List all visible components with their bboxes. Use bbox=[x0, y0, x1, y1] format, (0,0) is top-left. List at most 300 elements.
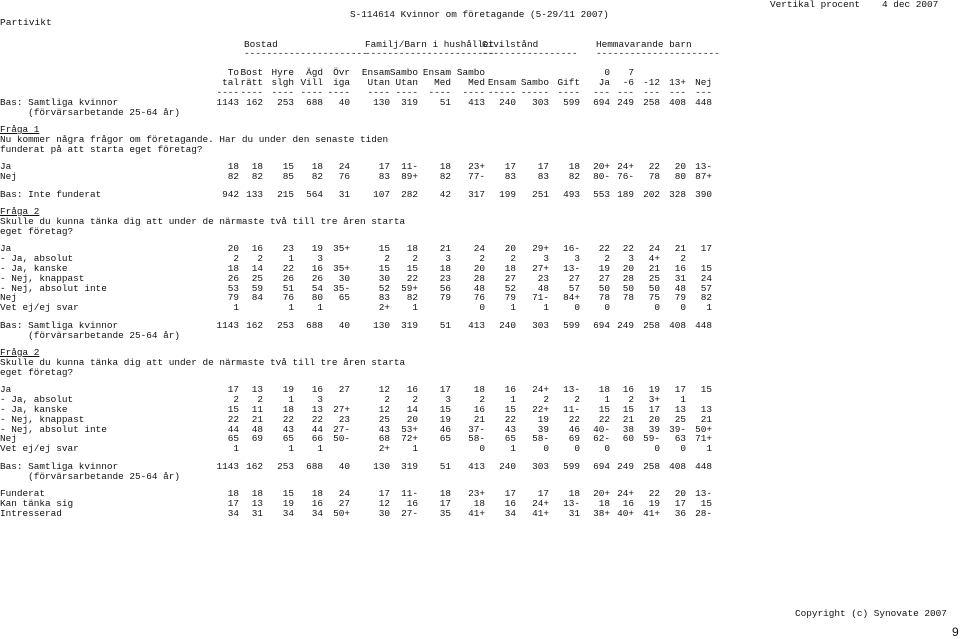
table-cell: 31 bbox=[251, 507, 263, 519]
table-cell: 19 bbox=[439, 413, 451, 425]
table-cell: 413 bbox=[468, 97, 485, 108]
table-cell: 38 bbox=[622, 423, 634, 435]
table-cell: 20 bbox=[227, 242, 239, 254]
table-cell: 240 bbox=[499, 319, 516, 331]
table-cell: 2 bbox=[510, 252, 516, 264]
col-header-top-12: 0 bbox=[604, 67, 610, 78]
table-cell: 16 bbox=[674, 262, 686, 274]
table-cell: 48 bbox=[537, 282, 549, 294]
table-cell: 21 bbox=[622, 413, 634, 425]
table-cell: 85 bbox=[282, 171, 294, 183]
table-cell: 15 bbox=[378, 242, 390, 254]
table-cell: 35+ bbox=[333, 242, 350, 254]
table-cell: 80- bbox=[593, 171, 610, 183]
report-left-title: Partivikt bbox=[0, 17, 52, 28]
table-cell: 31 bbox=[568, 507, 580, 519]
table-cell: 21 bbox=[473, 413, 485, 425]
col-header-dash-8: ---- bbox=[462, 87, 485, 98]
table-cell: 3 bbox=[317, 252, 323, 264]
table-cell: 107 bbox=[373, 188, 390, 200]
table-cell: 22 bbox=[622, 242, 634, 254]
table-cell: 76 bbox=[473, 292, 485, 304]
col-header-bottom-3: Vill bbox=[300, 77, 323, 88]
table-cell: 13- bbox=[695, 161, 712, 173]
table-cell: 2 bbox=[543, 393, 549, 405]
table-cell: 15 bbox=[227, 403, 239, 415]
table-cell: 688 bbox=[306, 319, 323, 331]
table-cell: 21 bbox=[439, 242, 451, 254]
table-cell: 0 bbox=[479, 302, 485, 314]
table-cell: 25 bbox=[674, 413, 686, 425]
table-cell: 2 bbox=[479, 393, 485, 405]
question-number: Fråga 2 bbox=[0, 346, 40, 358]
table-cell: 80 bbox=[674, 171, 686, 183]
table-cell: 30 bbox=[378, 507, 390, 519]
table-cell: 34 bbox=[504, 507, 516, 519]
table-cell: 15 bbox=[282, 161, 294, 173]
table-cell: 599 bbox=[563, 319, 580, 331]
table-cell: 448 bbox=[695, 460, 712, 472]
table-cell: 24 bbox=[700, 272, 712, 284]
table-cell: 2 bbox=[384, 252, 390, 264]
col-header-bottom-9: Ensam bbox=[487, 77, 516, 88]
table-cell: 24+ bbox=[532, 497, 549, 509]
table-cell: 2 bbox=[257, 393, 263, 405]
table-cell: 13- bbox=[563, 383, 580, 395]
row-label: Kan tänka sig bbox=[0, 497, 74, 509]
col-header-top-0: To bbox=[227, 67, 239, 78]
table-cell: 82 bbox=[227, 171, 239, 183]
table-cell: 17 bbox=[674, 497, 686, 509]
table-cell: 11- bbox=[401, 161, 418, 173]
table-cell: 253 bbox=[277, 319, 294, 331]
table-cell: 258 bbox=[643, 97, 660, 108]
table-cell: 16 bbox=[311, 262, 323, 274]
table-cell: 19 bbox=[598, 262, 610, 274]
question-number: Fråga 1 bbox=[0, 124, 40, 136]
group-header-1: Familj/Barn i hushållet bbox=[365, 39, 495, 50]
table-cell: 58- bbox=[532, 433, 549, 445]
row-label: Vet ej/ej svar bbox=[0, 443, 79, 455]
table-cell: 24 bbox=[338, 161, 350, 173]
table-cell: 26 bbox=[311, 272, 323, 284]
table-cell: 43 bbox=[282, 423, 294, 435]
page-number: 9 bbox=[952, 625, 959, 639]
row-label: Ja bbox=[0, 161, 12, 173]
table-cell: 57 bbox=[700, 282, 712, 294]
question-text: (förvärsarbetande 25-64 år) bbox=[0, 106, 181, 118]
table-cell: 1 bbox=[317, 443, 323, 455]
table-cell: 35- bbox=[333, 282, 350, 294]
table-cell: 18 bbox=[311, 161, 323, 173]
table-cell: 26 bbox=[282, 272, 294, 284]
table-cell: 62- bbox=[593, 433, 610, 445]
table-cell: 30 bbox=[378, 272, 390, 284]
table-cell: 23 bbox=[338, 413, 350, 425]
table-cell: 72+ bbox=[401, 433, 418, 445]
table-cell: 40 bbox=[338, 460, 350, 472]
table-cell: 79 bbox=[439, 292, 451, 304]
table-cell: 27+ bbox=[333, 403, 350, 415]
table-cell: 18 bbox=[282, 403, 294, 415]
table-cell: 42 bbox=[439, 188, 451, 200]
table-cell: 27- bbox=[333, 423, 350, 435]
table-cell: 1 bbox=[510, 302, 516, 314]
table-cell: 52 bbox=[378, 282, 390, 294]
col-header-dash-6: ---- bbox=[395, 87, 418, 98]
table-cell: 1 bbox=[543, 302, 549, 314]
report-title: S-114614 Kvinnor om företagande (5-29/11 2007) bbox=[350, 9, 609, 20]
row-label: Bas: Samtliga kvinnor bbox=[0, 97, 119, 108]
table-cell: 21 bbox=[674, 242, 686, 254]
table-cell: 13 bbox=[311, 403, 323, 415]
table-cell: 65 bbox=[282, 433, 294, 445]
table-cell: 18 bbox=[227, 161, 239, 173]
table-cell: 27+ bbox=[532, 262, 549, 274]
table-cell: 688 bbox=[306, 460, 323, 472]
table-cell: 0 bbox=[604, 302, 610, 314]
table-cell: 15 bbox=[700, 262, 712, 274]
table-cell: 22 bbox=[568, 413, 580, 425]
table-cell: 18 bbox=[598, 497, 610, 509]
table-cell: 82 bbox=[406, 292, 418, 304]
col-header-bottom-8: Med bbox=[468, 77, 485, 88]
table-cell: 18 bbox=[311, 487, 323, 499]
table-cell: 694 bbox=[593, 460, 610, 472]
table-cell: 17 bbox=[504, 161, 516, 173]
table-cell: 22 bbox=[311, 413, 323, 425]
table-cell: 83 bbox=[537, 171, 549, 183]
question-text: Nu kommer några frågor om företagande. Har du under den senaste tiden bbox=[0, 134, 389, 146]
table-cell: 18 bbox=[473, 383, 485, 395]
table-cell: 2+ bbox=[378, 302, 390, 314]
table-cell: 2 bbox=[257, 252, 263, 264]
table-cell: 48 bbox=[473, 282, 485, 294]
table-cell: 13 bbox=[700, 403, 712, 415]
table-cell: 17 bbox=[439, 383, 451, 395]
table-cell: 303 bbox=[532, 460, 549, 472]
table-cell: 51 bbox=[282, 282, 294, 294]
table-cell: 215 bbox=[277, 188, 294, 200]
table-cell: 22 bbox=[598, 413, 610, 425]
table-cell: 35+ bbox=[333, 262, 350, 274]
table-cell: 34 bbox=[227, 507, 239, 519]
table-cell: 83 bbox=[378, 292, 390, 304]
table-cell: 18 bbox=[439, 487, 451, 499]
table-cell: 82 bbox=[251, 171, 263, 183]
group-rule-0: ---------------------- bbox=[244, 48, 368, 59]
table-cell: 21 bbox=[648, 262, 660, 274]
table-cell: 17 bbox=[227, 383, 239, 395]
table-cell: 15 bbox=[439, 403, 451, 415]
table-cell: 18 bbox=[568, 487, 580, 499]
table-cell: 4+ bbox=[648, 252, 660, 264]
table-cell: 78 bbox=[622, 292, 634, 304]
table-cell: 12 bbox=[378, 497, 390, 509]
table-cell: 15 bbox=[406, 262, 418, 274]
table-cell: 12 bbox=[378, 403, 390, 415]
row-label: - Nej, absolut inte bbox=[0, 282, 107, 294]
col-header-dash-3: ---- bbox=[300, 87, 323, 98]
table-cell: 89+ bbox=[401, 171, 418, 183]
table-cell: 20 bbox=[406, 413, 418, 425]
table-cell: 40- bbox=[593, 423, 610, 435]
table-cell: 599 bbox=[563, 460, 580, 472]
table-cell: 17 bbox=[227, 497, 239, 509]
table-cell: 694 bbox=[593, 97, 610, 108]
table-cell: 189 bbox=[617, 188, 634, 200]
question-number: Fråga 2 bbox=[0, 205, 40, 217]
col-header-top-2: Hyre bbox=[271, 67, 294, 78]
table-cell: 82 bbox=[311, 171, 323, 183]
table-cell: 13 bbox=[251, 497, 263, 509]
table-cell: 23 bbox=[282, 242, 294, 254]
table-cell: 21 bbox=[251, 413, 263, 425]
table-cell: 46 bbox=[439, 423, 451, 435]
col-header-bottom-15: 13+ bbox=[669, 77, 686, 88]
table-cell: 23 bbox=[439, 272, 451, 284]
table-cell: 15 bbox=[282, 487, 294, 499]
col-header-bottom-6: Utan bbox=[395, 77, 418, 88]
table-cell: 15 bbox=[700, 497, 712, 509]
table-cell: 18 bbox=[439, 161, 451, 173]
table-cell: 87+ bbox=[695, 171, 712, 183]
table-cell: 2 bbox=[680, 252, 686, 264]
table-cell: 57 bbox=[568, 282, 580, 294]
table-cell: 23+ bbox=[468, 161, 485, 173]
table-cell: 249 bbox=[617, 460, 634, 472]
table-cell: 553 bbox=[593, 188, 610, 200]
table-cell: 17 bbox=[378, 487, 390, 499]
table-cell: 17 bbox=[439, 497, 451, 509]
table-cell: 24 bbox=[473, 242, 485, 254]
row-label: Vet ej/ej svar bbox=[0, 302, 79, 314]
table-cell: 282 bbox=[401, 188, 418, 200]
table-cell: 27- bbox=[401, 507, 418, 519]
table-cell: 319 bbox=[401, 460, 418, 472]
table-cell: 30 bbox=[338, 272, 350, 284]
table-cell: 37- bbox=[468, 423, 485, 435]
table-cell: 408 bbox=[669, 460, 686, 472]
col-header-top-1: Bost bbox=[240, 67, 263, 78]
table-cell: 17 bbox=[537, 161, 549, 173]
table-cell: 2 bbox=[479, 252, 485, 264]
table-cell: 1 bbox=[317, 302, 323, 314]
table-cell: 15 bbox=[504, 403, 516, 415]
group-header-0: Bostad bbox=[244, 39, 278, 50]
table-cell: 413 bbox=[468, 319, 485, 331]
table-cell: 1143 bbox=[216, 97, 239, 108]
table-cell: 317 bbox=[468, 188, 485, 200]
table-cell: 22 bbox=[227, 413, 239, 425]
table-cell: 3 bbox=[445, 252, 451, 264]
table-cell: 0 bbox=[479, 443, 485, 455]
table-cell: 599 bbox=[563, 97, 580, 108]
table-cell: 17 bbox=[674, 383, 686, 395]
table-cell: 319 bbox=[401, 97, 418, 108]
table-cell: 14 bbox=[406, 403, 418, 415]
col-header-dash-14: --- bbox=[643, 87, 660, 98]
table-cell: 65 bbox=[504, 433, 516, 445]
table-cell: 22 bbox=[406, 272, 418, 284]
table-cell: 78 bbox=[598, 292, 610, 304]
table-cell: 39 bbox=[537, 423, 549, 435]
table-cell: 39 bbox=[648, 423, 660, 435]
col-header-bottom-10: Sambo bbox=[520, 77, 549, 88]
row-label: - Nej, knappast bbox=[0, 413, 85, 425]
table-cell: 19 bbox=[282, 497, 294, 509]
percent-mode: Vertikal procent bbox=[770, 0, 861, 10]
table-cell: 66 bbox=[311, 433, 323, 445]
table-cell: 493 bbox=[563, 188, 580, 200]
table-cell: 240 bbox=[499, 97, 516, 108]
table-cell: 2 bbox=[604, 252, 610, 264]
row-label: - Nej, absolut inte bbox=[0, 423, 107, 435]
col-header-dash-13: --- bbox=[617, 87, 634, 98]
col-header-top-7: Ensam bbox=[422, 67, 451, 78]
table-cell: 68 bbox=[378, 433, 390, 445]
col-header-bottom-11: Gift bbox=[557, 77, 580, 88]
col-header-dash-15: --- bbox=[669, 87, 686, 98]
table-cell: 1 bbox=[412, 302, 418, 314]
table-cell: 251 bbox=[532, 188, 549, 200]
table-cell: 22 bbox=[648, 161, 660, 173]
table-cell: 240 bbox=[499, 460, 516, 472]
col-header-bottom-7: Med bbox=[434, 77, 451, 88]
table-cell: 18 bbox=[473, 497, 485, 509]
table-cell: 22 bbox=[282, 413, 294, 425]
table-cell: 40 bbox=[338, 319, 350, 331]
table-cell: 16 bbox=[311, 497, 323, 509]
table-cell: 390 bbox=[695, 188, 712, 200]
table-cell: 76 bbox=[338, 171, 350, 183]
table-cell: 20 bbox=[674, 487, 686, 499]
table-cell: 130 bbox=[373, 460, 390, 472]
table-cell: 54 bbox=[311, 282, 323, 294]
col-header-dash-16: --- bbox=[695, 87, 712, 98]
table-cell: 20 bbox=[648, 413, 660, 425]
table-cell: 51 bbox=[439, 319, 451, 331]
group-rule-2: ----------------- bbox=[482, 48, 578, 59]
table-cell: 50- bbox=[333, 433, 350, 445]
table-cell: 13- bbox=[695, 487, 712, 499]
table-cell: 28- bbox=[695, 507, 712, 519]
table-cell: 258 bbox=[643, 319, 660, 331]
table-cell: 24+ bbox=[532, 383, 549, 395]
col-header-dash-2: ---- bbox=[271, 87, 294, 98]
table-cell: 0 bbox=[604, 443, 610, 455]
col-header-bottom-12: Ja bbox=[598, 77, 610, 88]
question-text: eget företag? bbox=[0, 225, 74, 237]
table-cell: 16 bbox=[406, 497, 418, 509]
table-cell: 0 bbox=[654, 302, 660, 314]
table-cell: 18 bbox=[251, 161, 263, 173]
table-cell: 36 bbox=[674, 507, 686, 519]
table-cell: 82 bbox=[568, 171, 580, 183]
table-cell: 22 bbox=[504, 413, 516, 425]
copyright: Copyright (c) Synovate 2007 bbox=[795, 608, 947, 619]
table-cell: 22 bbox=[598, 242, 610, 254]
row-label: Ja bbox=[0, 242, 12, 254]
table-cell: 20 bbox=[504, 242, 516, 254]
table-cell: 84 bbox=[251, 292, 263, 304]
col-header-dash-12: --- bbox=[593, 87, 610, 98]
col-header-top-5: Ensam bbox=[361, 67, 390, 78]
table-cell: 23+ bbox=[468, 487, 485, 499]
table-cell: 133 bbox=[246, 188, 263, 200]
table-cell: 1 bbox=[510, 443, 516, 455]
table-cell: 2 bbox=[233, 393, 239, 405]
report-date: 4 dec 2007 bbox=[882, 0, 939, 10]
table-cell: 17 bbox=[504, 487, 516, 499]
table-cell: 448 bbox=[695, 97, 712, 108]
table-cell: 2 bbox=[412, 252, 418, 264]
table-cell: 162 bbox=[246, 460, 263, 472]
table-cell: 162 bbox=[246, 319, 263, 331]
table-cell: 17 bbox=[648, 403, 660, 415]
table-cell: 199 bbox=[499, 188, 516, 200]
table-cell: 19 bbox=[648, 383, 660, 395]
table-cell: 202 bbox=[643, 188, 660, 200]
col-header-bottom-13: -6 bbox=[622, 77, 634, 88]
table-cell: 3 bbox=[445, 393, 451, 405]
table-cell: 76- bbox=[617, 171, 634, 183]
col-header-bottom-5: Utan bbox=[367, 77, 390, 88]
table-cell: 24 bbox=[338, 487, 350, 499]
table-cell: 39- bbox=[669, 423, 686, 435]
question-text: eget företag? bbox=[0, 366, 74, 378]
table-cell: 1 bbox=[412, 443, 418, 455]
table-cell: 3 bbox=[317, 393, 323, 405]
table-cell: 3 bbox=[574, 252, 580, 264]
table-cell: 65 bbox=[227, 433, 239, 445]
col-header-top-6: Sambo bbox=[389, 67, 418, 78]
table-cell: 19 bbox=[648, 497, 660, 509]
col-header-top-8: Sambo bbox=[456, 67, 485, 78]
table-cell: 26 bbox=[227, 272, 239, 284]
table-cell: 56 bbox=[439, 282, 451, 294]
table-cell: 25 bbox=[378, 413, 390, 425]
table-cell: 59- bbox=[643, 433, 660, 445]
table-cell: 413 bbox=[468, 460, 485, 472]
table-cell: 27 bbox=[338, 383, 350, 395]
table-cell: 84+ bbox=[563, 292, 580, 304]
question-text: Skulle du kunna tänka dig att under de närmaste två till tre åren starta bbox=[0, 356, 406, 368]
table-cell: 2 bbox=[233, 252, 239, 264]
table-cell: 25 bbox=[251, 272, 263, 284]
table-cell: 0 bbox=[654, 443, 660, 455]
table-cell: 11- bbox=[401, 487, 418, 499]
table-cell: 79 bbox=[504, 292, 516, 304]
row-label: - Ja, kanske bbox=[0, 403, 68, 415]
table-cell: 16 bbox=[622, 497, 634, 509]
table-cell: 77- bbox=[468, 171, 485, 183]
table-cell: 249 bbox=[617, 97, 634, 108]
table-cell: 130 bbox=[373, 319, 390, 331]
row-label: Bas: Inte funderat bbox=[0, 188, 102, 200]
table-cell: 1143 bbox=[216, 460, 239, 472]
table-cell: 1 bbox=[680, 393, 686, 405]
table-cell: 80 bbox=[311, 292, 323, 304]
table-cell: 0 bbox=[680, 443, 686, 455]
row-label: Bas: Samtliga kvinnor bbox=[0, 460, 119, 472]
table-cell: 408 bbox=[669, 319, 686, 331]
table-cell: 38+ bbox=[593, 507, 610, 519]
table-cell: 24+ bbox=[617, 161, 634, 173]
table-cell: 41+ bbox=[643, 507, 660, 519]
table-cell: 18 bbox=[504, 262, 516, 274]
table-cell: 688 bbox=[306, 97, 323, 108]
